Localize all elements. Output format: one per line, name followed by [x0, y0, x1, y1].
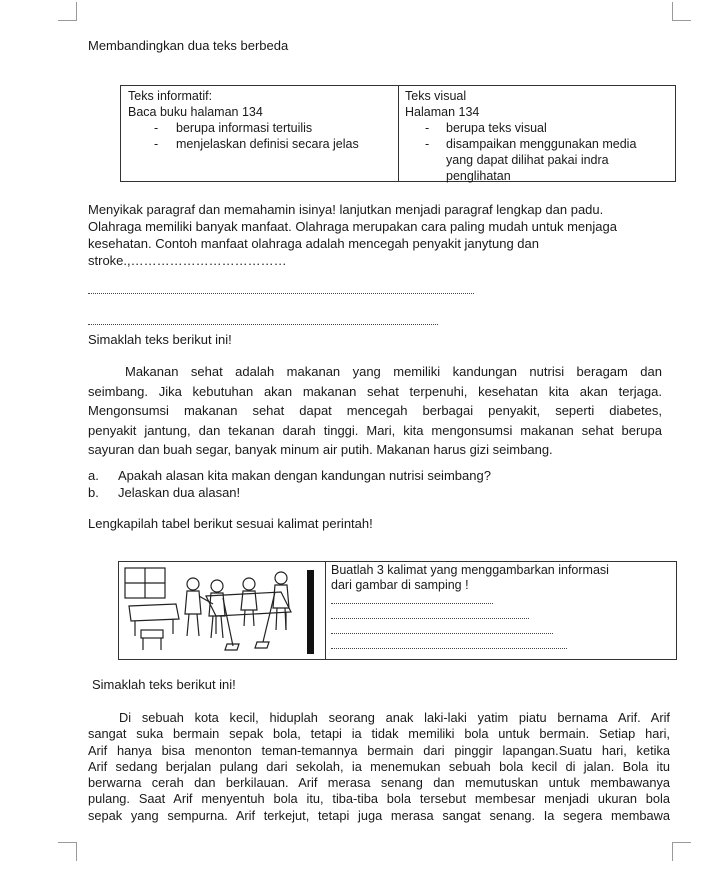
text-line: sepak yang sempurna. Arif terkejut, tetapi juga merasa sangat senang. Ia segera membawa: [88, 807, 670, 823]
classroom-illustration: [121, 564, 323, 657]
text-line: Di sebuah kota kecil, hiduplah seorang anak laki-laki yatim piatu bernama Arif. Arif: [119, 710, 670, 725]
text-line: pulang. Saat Arif menyentuh bola itu, tiba-tiba bola tersebut membesar menjadi ukuran bola: [88, 791, 670, 807]
bullet-item: [405, 136, 673, 184]
answer-line[interactable]: [331, 603, 493, 604]
text-line: berwarna cerah dan berkilauan. Arif merasa senang dan memutuskan untuk membawanya: [88, 775, 670, 791]
text-line: Arif sedang berjalan pulang dari sekolah, ia menemukan sebuah bola kecil di jalan. Bola itu: [88, 758, 670, 774]
page-heading: Membandingkan dua teks berbeda: [88, 38, 289, 53]
story-paragraph: [88, 710, 670, 824]
prompt-line: dari gambar di samping !: [331, 578, 469, 592]
cell-subtitle: Halaman 134: [405, 105, 480, 119]
answer-line[interactable]: [331, 633, 553, 634]
text-line: Mengonsumsi makanan sehat dapat mencegah berbagai penyakit, seperti diabetes,: [88, 403, 662, 418]
bullet-line: penglihatan: [446, 169, 511, 183]
question-a: [88, 468, 491, 483]
text-line: penyakit jantung, dan tekanan darah tinggi. Mari, kita mengonsumsi makanan sehat berupa: [88, 422, 662, 438]
text-line: Makanan sehat adalah makanan yang memiliki kandungan nutrisi beragam dan: [125, 364, 662, 379]
informative-text-cell: [128, 88, 393, 152]
table-divider: [325, 562, 326, 659]
section-title: Simaklah teks berikut ini!: [88, 332, 232, 347]
text-line: stroke.,………………………………: [88, 253, 287, 268]
comparison-table: [120, 85, 676, 182]
text-line: seimbang. Jika kebutuhan akan makanan sehat terpenuhi, kesehatan kita akan terjaga.: [88, 383, 662, 399]
crop-mark-top-left: [58, 2, 77, 21]
bullet-item: - berupa informasi tertuilis: [128, 120, 393, 136]
question-text: Jelaskan dua alasan!: [118, 485, 241, 500]
text-line: sayuran dan buah segar, banyak minum air putih. Makanan harus gizi seimbang.: [88, 442, 553, 457]
bullet-item: - berupa teks visual: [405, 120, 673, 136]
crop-mark-top-right: [672, 2, 691, 21]
cell-title: Teks informatif:: [128, 89, 213, 103]
bullet-line: yang dapat dilihat pakai indra: [446, 153, 609, 167]
section-title: Simaklah teks berikut ini!: [92, 677, 236, 692]
crop-mark-bottom-left: [58, 842, 77, 861]
text-line: Olahraga memiliki banyak manfaat. Olahraga merupakan cara paling mudah untuk menjaga: [88, 219, 617, 234]
bullet-item: - menjelaskan definisi secara jelas: [128, 136, 393, 152]
question-label: b.: [88, 485, 99, 500]
question-b: [88, 485, 241, 500]
bullet-line: - disampaikan menggunakan media: [446, 137, 637, 151]
answer-line[interactable]: [331, 648, 567, 649]
picture-task-table: [118, 561, 677, 660]
task-paragraph: [88, 201, 668, 269]
table-divider: [398, 86, 399, 181]
instruction-text: Lengkapilah tabel berikut sesuai kalimat perintah!: [88, 516, 373, 531]
visual-text-cell: [405, 88, 673, 184]
cell-subtitle: Baca buku halaman 134: [128, 105, 263, 119]
answer-line[interactable]: [331, 618, 529, 619]
text-line: Arif hanya bisa menonton teman-temannya bermain dari pinggir lapangan.Suatu hari, ketika: [88, 742, 670, 758]
text-line: kesehatan. Contoh manfaat olahraga adalah mencegah penyakit janytung dan: [88, 236, 539, 251]
text-line: sangat suka bermain sepak bola, tetapi ia tidak memiliki bola untuk bermain. Setiap hari,: [88, 726, 670, 742]
question-text: Apakah alasan kita makan dengan kandungan nutrisi seimbang?: [118, 468, 491, 483]
cell-title: Teks visual: [405, 89, 467, 103]
prompt-cell: [331, 563, 671, 649]
answer-line[interactable]: [88, 293, 474, 294]
cleaning-children-drawing: [121, 564, 323, 657]
prompt-line: Buatlah 3 kalimat yang menggambarkan informasi: [331, 563, 609, 577]
reading-paragraph: [88, 362, 662, 460]
question-label: a.: [88, 468, 99, 483]
crop-mark-bottom-right: [672, 842, 691, 861]
text-line: Menyikak paragraf dan memahamin isinya! lanjutkan menjadi paragraf lengkap dan padu.: [88, 202, 604, 217]
answer-line[interactable]: [88, 324, 438, 325]
